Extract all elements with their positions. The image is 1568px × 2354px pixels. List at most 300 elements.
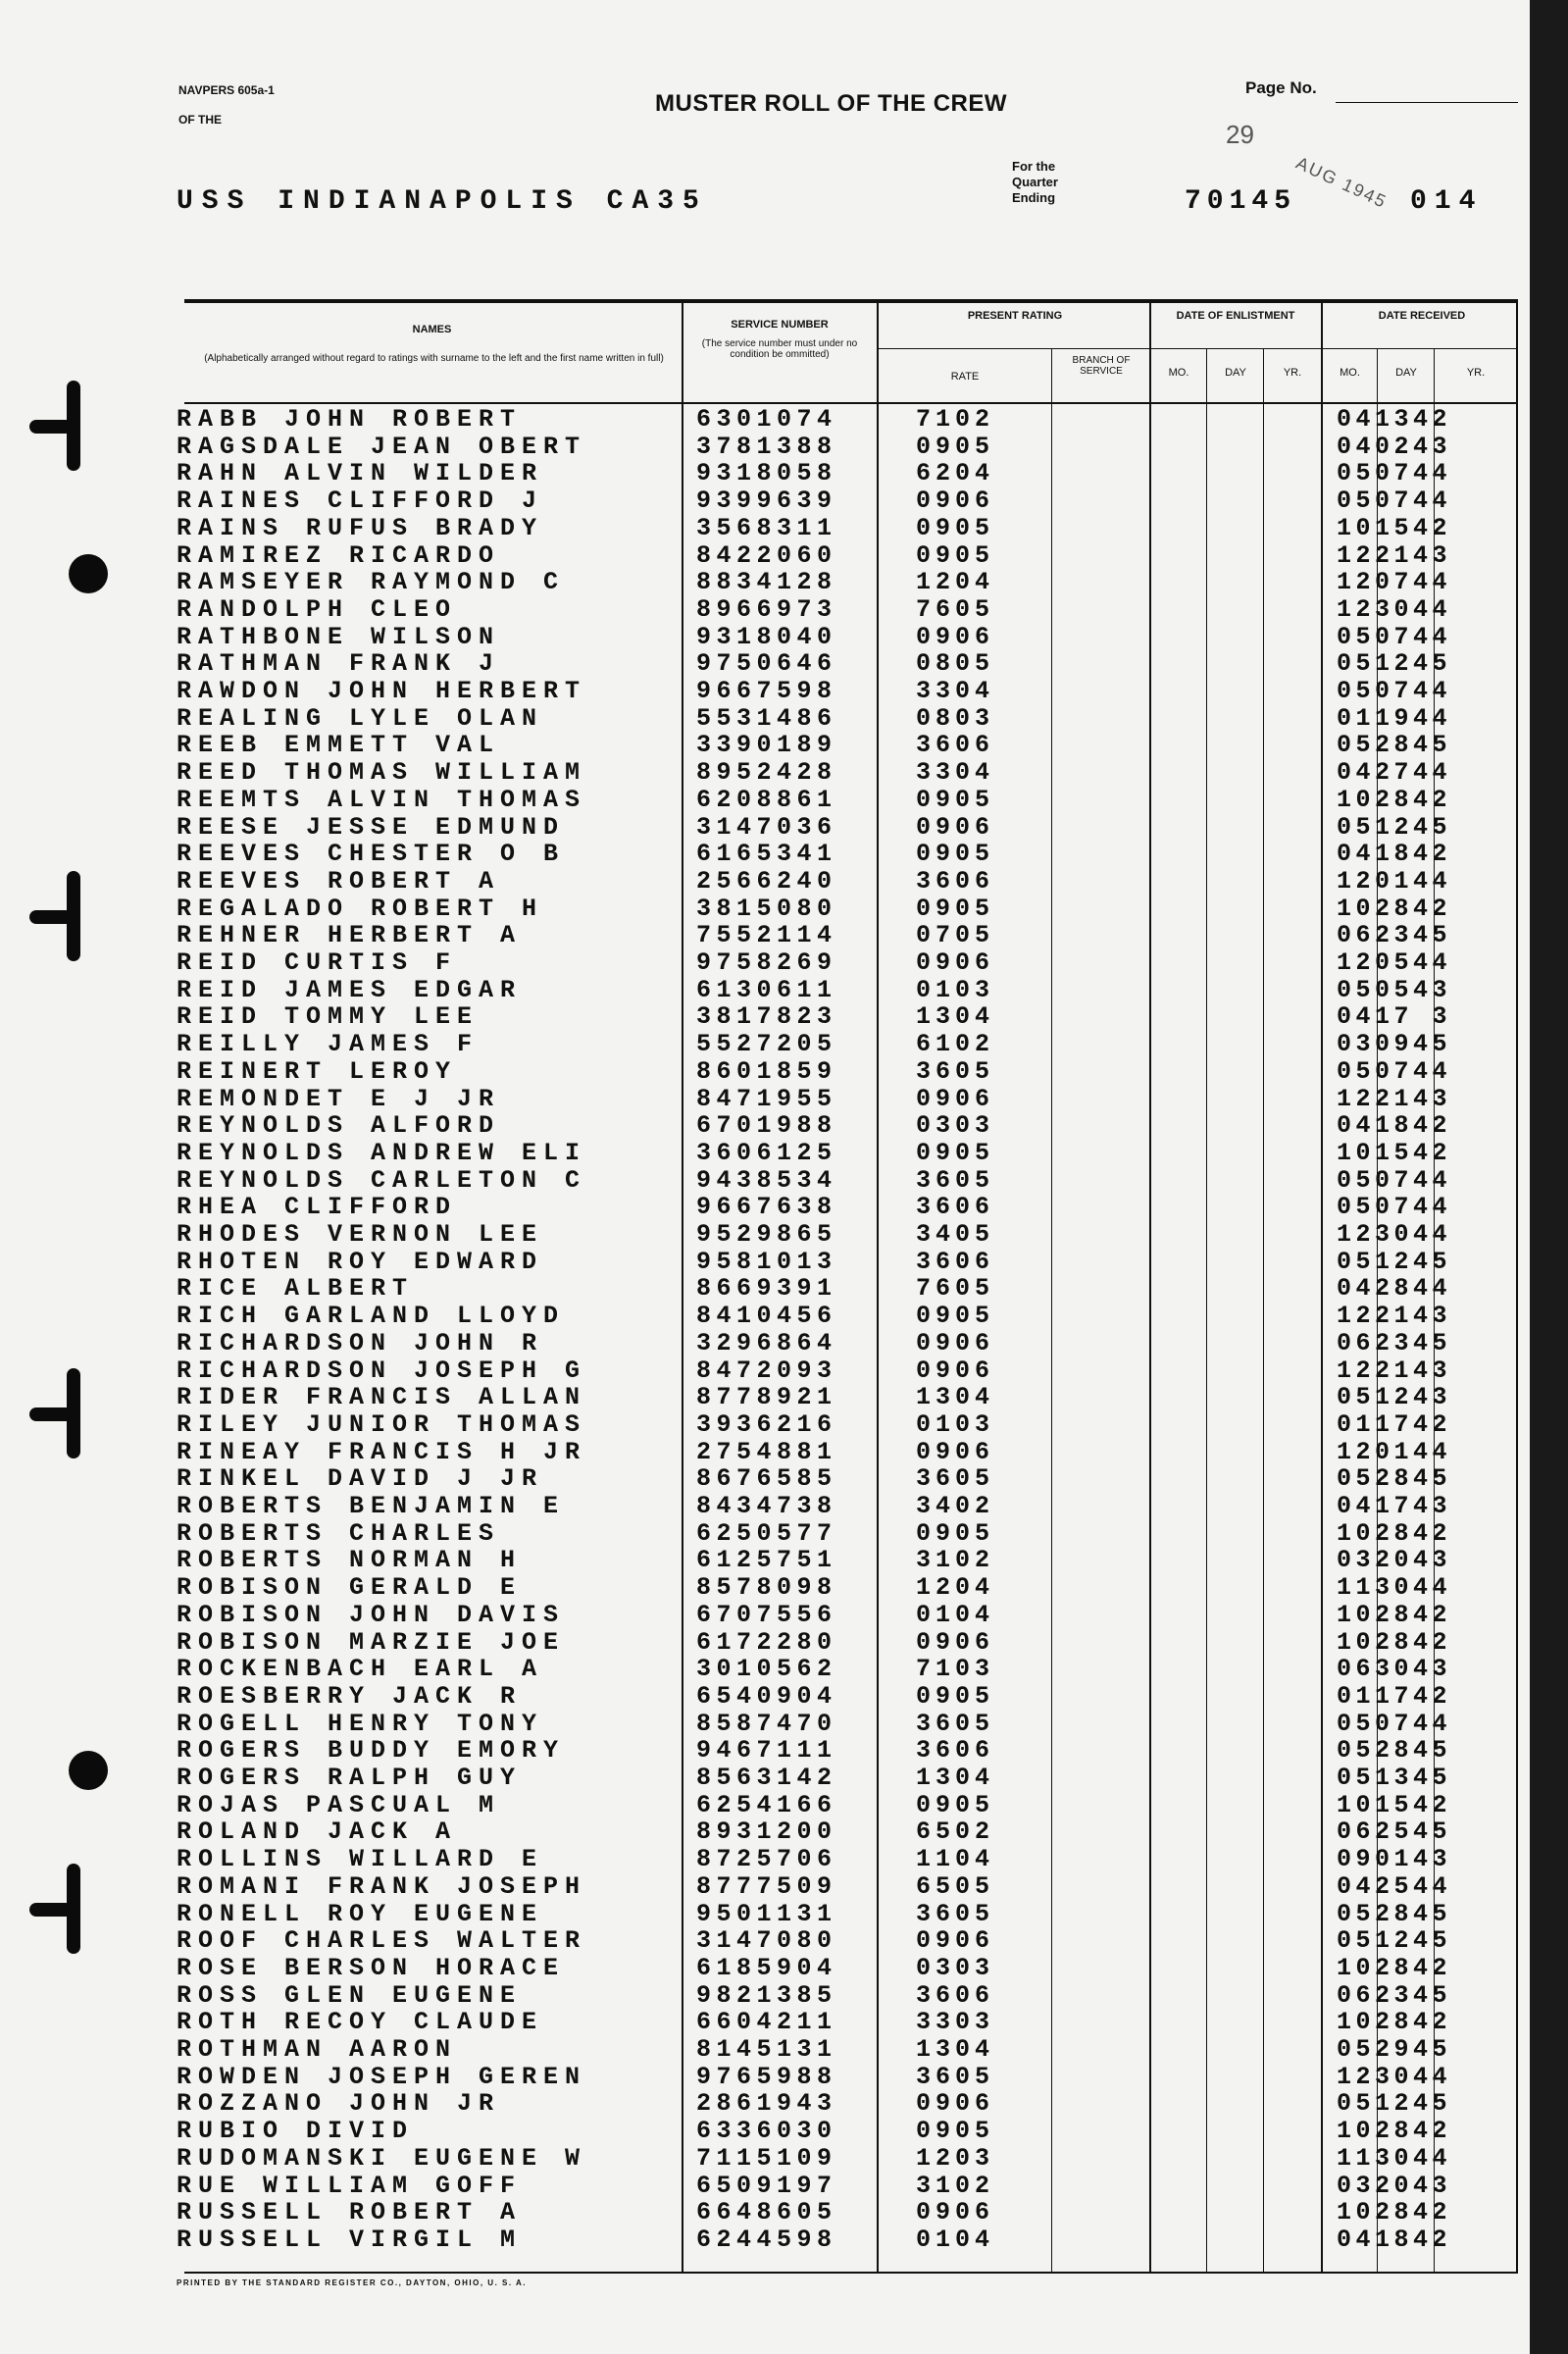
date-received: 050744	[1337, 677, 1452, 705]
crew-name: RATHMAN FRANK J	[177, 649, 501, 679]
crew-name: ROLLINS WILLARD E	[177, 1845, 544, 1874]
crew-name: ROBISON MARZIE JOE	[177, 1627, 566, 1657]
table-row	[177, 1927, 1520, 1955]
crew-name: REINERT LEROY	[177, 1056, 458, 1086]
rate: 0905	[916, 1518, 995, 1548]
table-row	[177, 542, 1520, 570]
service-number: 6509197	[696, 2171, 837, 2200]
date-received: 051345	[1337, 1764, 1452, 1792]
received-yr-header: YR.	[1466, 367, 1486, 379]
table-row	[177, 2145, 1520, 2173]
crew-name: RAMSEYER RAYMOND C	[177, 568, 566, 597]
date-received: 062345	[1337, 921, 1452, 950]
punch-hole	[69, 554, 108, 593]
service-number: 3390189	[696, 731, 837, 760]
date-received: 062545	[1337, 1817, 1452, 1847]
date-received: 041842	[1337, 840, 1452, 869]
table-row	[177, 1194, 1520, 1221]
table-row	[177, 1003, 1520, 1031]
table-row	[177, 624, 1520, 651]
service-number: 6165341	[696, 840, 837, 869]
table-row	[177, 1737, 1520, 1765]
table-row	[177, 759, 1520, 787]
branch-header: BRANCH OF SERVICE	[1072, 355, 1131, 377]
rate: 0906	[916, 1627, 995, 1657]
rate: 0905	[916, 513, 995, 542]
rate: 0905	[916, 840, 995, 869]
crew-name: ROBERTS BENJAMIN E	[177, 1492, 566, 1520]
service-number: 9667598	[696, 677, 837, 705]
rate: 0906	[916, 2198, 995, 2227]
crew-name: ROZZANO JOHN JR	[177, 2089, 501, 2119]
service-number: 8669391	[696, 1274, 837, 1304]
service-number: 9758269	[696, 948, 837, 977]
rate: 3304	[916, 677, 995, 705]
date-received: 050744	[1337, 486, 1452, 516]
crew-name: ROJAS PASCUAL M	[177, 1790, 501, 1819]
rate: 3606	[916, 731, 995, 760]
table-row	[177, 1846, 1520, 1873]
crew-name: REESE JESSE EDMUND	[177, 812, 566, 842]
crew-name: RHEA CLIFFORD	[177, 1193, 458, 1222]
form-number: NAVPERS 605a-1	[178, 83, 275, 97]
service-number: 6707556	[696, 1600, 837, 1629]
crew-name: RAINES CLIFFORD J	[177, 486, 544, 516]
date-received: 040243	[1337, 432, 1452, 461]
rate: 1204	[916, 1573, 995, 1603]
rate: 3606	[916, 866, 995, 896]
rate: 0906	[916, 622, 995, 651]
rate: 0303	[916, 1111, 995, 1141]
table-row	[177, 1465, 1520, 1493]
rate: 0805	[916, 649, 995, 679]
date-received: 050744	[1337, 459, 1452, 488]
rate: 7102	[916, 405, 995, 434]
rate: 1203	[916, 2143, 995, 2173]
service-number: 3606125	[696, 1138, 837, 1167]
date-received: 050744	[1337, 622, 1452, 651]
service-number: 6125751	[696, 1546, 837, 1575]
date-received: 030945	[1337, 1030, 1452, 1059]
table-row	[177, 896, 1520, 923]
table-row	[177, 1167, 1520, 1195]
rating-divider	[878, 348, 1150, 349]
header-bottom-rule	[184, 402, 1518, 404]
table-row	[177, 650, 1520, 678]
rate: 0906	[916, 1926, 995, 1956]
crew-name: RUBIO DIVID	[177, 2117, 415, 2146]
table-row	[177, 2009, 1520, 2036]
rate-header: RATE	[950, 371, 980, 383]
service-number: 8410456	[696, 1302, 837, 1331]
service-number: 8471955	[696, 1084, 837, 1113]
crew-name: REYNOLDS CARLETON C	[177, 1165, 587, 1195]
crew-name: RAGSDALE JEAN OBERT	[177, 432, 587, 461]
date-received: 052845	[1337, 1899, 1452, 1928]
of-the-label: OF THE	[178, 113, 222, 127]
rate: 3605	[916, 1165, 995, 1195]
date-received: 122143	[1337, 1084, 1452, 1113]
date-received: 011742	[1337, 1409, 1452, 1439]
date-received: 041842	[1337, 2225, 1452, 2254]
service-number: 3817823	[696, 1002, 837, 1032]
crew-name: ROGERS BUDDY EMORY	[177, 1736, 566, 1766]
crew-name: RIDER FRANCIS ALLAN	[177, 1383, 587, 1412]
date-received: 122143	[1337, 1356, 1452, 1385]
printer-footer: PRINTED BY THE STANDARD REGISTER CO., DAYTON, OHIO, U. S. A.	[177, 2278, 527, 2287]
date-received: 042844	[1337, 1274, 1452, 1304]
date-received: 090143	[1337, 1845, 1452, 1874]
crew-name: RHODES VERNON LEE	[177, 1220, 544, 1249]
punch-hole	[69, 1751, 108, 1790]
binder-tab	[29, 420, 73, 434]
rate: 3402	[916, 1492, 995, 1520]
date-received: 102842	[1337, 785, 1452, 814]
quarter-label: For the Quarter Ending	[1012, 159, 1058, 205]
quarter-ending-value: 70145	[1185, 186, 1297, 217]
table-row	[177, 1520, 1520, 1548]
table-row	[177, 515, 1520, 542]
rate: 3605	[916, 2062, 995, 2091]
date-received: 041842	[1337, 1111, 1452, 1141]
rate: 1304	[916, 1002, 995, 1032]
service-number: 3936216	[696, 1409, 837, 1439]
crew-name: REEMTS ALVIN THOMAS	[177, 785, 587, 814]
date-received: 101542	[1337, 1790, 1452, 1819]
binder-tab	[29, 1407, 73, 1421]
rate: 0906	[916, 486, 995, 516]
rate: 6102	[916, 1030, 995, 1059]
service-number: 7552114	[696, 921, 837, 950]
service-number: 9318040	[696, 622, 837, 651]
rate: 3102	[916, 1546, 995, 1575]
service-number: 3568311	[696, 513, 837, 542]
date-received: 032043	[1337, 1546, 1452, 1575]
date-received: 052845	[1337, 731, 1452, 760]
service-number: 9318058	[696, 459, 837, 488]
table-row	[177, 2064, 1520, 2091]
table-row	[177, 1140, 1520, 1167]
received-header: DATE RECEIVED	[1378, 310, 1466, 322]
crew-name: REID CURTIS F	[177, 948, 458, 977]
enlistment-mo-header: MO.	[1168, 367, 1189, 379]
crew-name: RUDOMANSKI EUGENE W	[177, 2143, 587, 2173]
rate: 0705	[916, 921, 995, 950]
date-received: 051245	[1337, 1926, 1452, 1956]
page-title: MUSTER ROLL OF THE CREW	[655, 90, 1008, 117]
table-row	[177, 1982, 1520, 2010]
service-number: 6701988	[696, 1111, 837, 1141]
table-row	[177, 1275, 1520, 1303]
table-row	[177, 596, 1520, 624]
date-received: 120144	[1337, 1437, 1452, 1466]
crew-name: RAHN ALVIN WILDER	[177, 459, 544, 488]
crew-name: RUSSELL VIRGIL M	[177, 2225, 523, 2254]
enlistment-header: DATE OF ENLISTMENT	[1176, 310, 1295, 322]
table-row	[177, 1711, 1520, 1738]
enlistment-yr-header: YR.	[1283, 367, 1302, 379]
crew-name: REED THOMAS WILLIAM	[177, 758, 587, 788]
crew-name: REMONDET E J JR	[177, 1084, 501, 1113]
rate: 7605	[916, 594, 995, 624]
crew-name: RINKEL DAVID J JR	[177, 1464, 544, 1494]
table-row	[177, 1031, 1520, 1058]
date-received: 102842	[1337, 1627, 1452, 1657]
received-divider	[1323, 348, 1518, 349]
date-received: 063043	[1337, 1655, 1452, 1684]
table-row	[177, 2090, 1520, 2118]
rate: 0905	[916, 1790, 995, 1819]
table-row	[177, 487, 1520, 515]
table-row	[177, 1818, 1520, 1846]
rate: 0906	[916, 812, 995, 842]
crew-name: RICHARDSON JOSEPH G	[177, 1356, 587, 1385]
table-row	[177, 569, 1520, 596]
names-header: NAMES	[412, 324, 452, 335]
service-number: 9501131	[696, 1899, 837, 1928]
crew-name: REYNOLDS ALFORD	[177, 1111, 501, 1141]
service-number: 8966973	[696, 594, 837, 624]
rate: 3303	[916, 2008, 995, 2037]
date-received: 041342	[1337, 405, 1452, 434]
crew-name: REID JAMES EDGAR	[177, 975, 523, 1004]
date-received: 011944	[1337, 703, 1452, 733]
date-received: 062345	[1337, 1980, 1452, 2010]
service-number: 9765988	[696, 2062, 837, 2091]
service-number: 7115109	[696, 2143, 837, 2173]
crew-name: ROOF CHARLES WALTER	[177, 1926, 587, 1956]
service-number: 9467111	[696, 1736, 837, 1766]
date-received: 101542	[1337, 513, 1452, 542]
rate: 0905	[916, 785, 995, 814]
crew-name: RUE WILLIAM GOFF	[177, 2171, 523, 2200]
service-number: 6540904	[696, 1681, 837, 1711]
rate: 0905	[916, 432, 995, 461]
table-row	[177, 678, 1520, 705]
crew-name: REYNOLDS ANDREW ELI	[177, 1138, 587, 1167]
table-row	[177, 2118, 1520, 2145]
crew-name: RABB JOHN ROBERT	[177, 405, 523, 434]
crew-name: RILEY JUNIOR THOMAS	[177, 1409, 587, 1439]
rate: 3605	[916, 1709, 995, 1738]
date-received: 042744	[1337, 758, 1452, 788]
rate: 0905	[916, 540, 995, 570]
rate: 3405	[916, 1220, 995, 1249]
service-number: 8422060	[696, 540, 837, 570]
date-received: 011742	[1337, 1681, 1452, 1711]
crew-name: RAMIREZ RICARDO	[177, 540, 501, 570]
date-received: 051245	[1337, 1247, 1452, 1276]
crew-name: RATHBONE WILSON	[177, 622, 501, 651]
crew-name: ROMANI FRANK JOSEPH	[177, 1871, 587, 1901]
date-received: 123044	[1337, 2062, 1452, 2091]
table-row	[177, 1873, 1520, 1901]
date-received: 122143	[1337, 540, 1452, 570]
rate: 0103	[916, 975, 995, 1004]
crew-name: REEVES CHESTER O B	[177, 840, 566, 869]
table-row	[177, 1955, 1520, 1982]
date-received: 052945	[1337, 2035, 1452, 2064]
service-number: 6130611	[696, 975, 837, 1004]
service-number: 2861943	[696, 2089, 837, 2119]
service-number: 8952428	[696, 758, 837, 788]
rate: 3606	[916, 1193, 995, 1222]
date-received: 051245	[1337, 812, 1452, 842]
date-received: 113044	[1337, 1573, 1452, 1603]
table-row	[177, 1765, 1520, 1792]
service-number: 3296864	[696, 1328, 837, 1357]
crew-name: RUSSELL ROBERT A	[177, 2198, 523, 2227]
crew-name: ROBISON GERALD E	[177, 1573, 523, 1603]
table-row	[177, 1901, 1520, 1928]
crew-name: RICE ALBERT	[177, 1274, 415, 1304]
enlistment-divider	[1151, 348, 1322, 349]
table-row	[177, 868, 1520, 896]
service-number: 6185904	[696, 1953, 837, 1982]
table-row	[177, 1411, 1520, 1439]
ship-name: USS INDIANAPOLIS CA35	[177, 186, 708, 217]
rate: 7605	[916, 1274, 995, 1304]
table-row	[177, 1086, 1520, 1113]
service-number: 6172280	[696, 1627, 837, 1657]
binder-tab	[29, 910, 73, 924]
rate: 0906	[916, 948, 995, 977]
rate: 6502	[916, 1817, 995, 1847]
date-received: 051243	[1337, 1383, 1452, 1412]
table-bottom-rule	[184, 2272, 1518, 2274]
crew-name: RANDOLPH CLEO	[177, 594, 458, 624]
table-row	[177, 1221, 1520, 1249]
service-number: 8777509	[696, 1871, 837, 1901]
page-no-label: Page No.	[1245, 78, 1317, 97]
page-no-line	[1336, 102, 1518, 103]
table-row	[177, 2226, 1520, 2254]
rate: 0303	[916, 1953, 995, 1982]
crew-name: REGALADO ROBERT H	[177, 894, 544, 923]
service-number: 9438534	[696, 1165, 837, 1195]
date-received: 052845	[1337, 1736, 1452, 1766]
crew-name: ROGERS RALPH GUY	[177, 1764, 523, 1792]
rate: 1304	[916, 1764, 995, 1792]
date-received: 120744	[1337, 568, 1452, 597]
service-number: 2566240	[696, 866, 837, 896]
service-number: 8725706	[696, 1845, 837, 1874]
stamp-day: 29	[1226, 120, 1254, 149]
received-stamp: AUG 1945	[1292, 152, 1391, 213]
crew-name: ROBERTS CHARLES	[177, 1518, 501, 1548]
rate: 3605	[916, 1056, 995, 1086]
table-top-rule	[184, 299, 1518, 303]
service-number: 6208861	[696, 785, 837, 814]
table-row	[177, 1439, 1520, 1466]
date-received: 050744	[1337, 1056, 1452, 1086]
rate: 0905	[916, 1681, 995, 1711]
rate: 0906	[916, 1437, 995, 1466]
date-received: 101542	[1337, 1138, 1452, 1167]
service-number: 6604211	[696, 2008, 837, 2037]
table-row	[177, 1602, 1520, 1629]
table-row	[177, 732, 1520, 759]
rate: 6505	[916, 1871, 995, 1901]
crew-name: ROBERTS NORMAN H	[177, 1546, 523, 1575]
table-row	[177, 1112, 1520, 1140]
date-received: 102842	[1337, 1953, 1452, 1982]
rate: 0906	[916, 2089, 995, 2119]
date-received: 102842	[1337, 1518, 1452, 1548]
service-number: 8778921	[696, 1383, 837, 1412]
date-received: 042544	[1337, 1871, 1452, 1901]
table-row	[177, 1249, 1520, 1276]
crew-name: REHNER HERBERT A	[177, 921, 523, 950]
date-received: 0417 3	[1337, 1002, 1452, 1032]
table-row	[177, 1574, 1520, 1602]
service-number: 3815080	[696, 894, 837, 923]
table-row	[177, 841, 1520, 868]
rate: 0104	[916, 2225, 995, 2254]
service-number: 8472093	[696, 1356, 837, 1385]
crew-name: RHOTEN ROY EDWARD	[177, 1247, 544, 1276]
crew-name: ROWDEN JOSEPH GEREN	[177, 2062, 587, 2091]
enlistment-day-header: DAY	[1225, 367, 1246, 379]
table-row	[177, 1683, 1520, 1711]
rate: 0103	[916, 1409, 995, 1439]
crew-name: ROESBERRY JACK R	[177, 1681, 523, 1711]
table-row	[177, 460, 1520, 487]
date-received: 050744	[1337, 1709, 1452, 1738]
date-received: 120144	[1337, 866, 1452, 896]
table-row	[177, 1384, 1520, 1411]
date-received: 123044	[1337, 594, 1452, 624]
table-row	[177, 1493, 1520, 1520]
service-number: 8563142	[696, 1764, 837, 1792]
date-received: 102842	[1337, 894, 1452, 923]
table-row	[177, 1303, 1520, 1330]
crew-name: REALING LYLE OLAN	[177, 703, 544, 733]
rate: 0905	[916, 1138, 995, 1167]
date-received: 052845	[1337, 1464, 1452, 1494]
service-number: 8578098	[696, 1573, 837, 1603]
service-number: 6336030	[696, 2117, 837, 2146]
service-number: 2754881	[696, 1437, 837, 1466]
table-row	[177, 1629, 1520, 1657]
rate: 7103	[916, 1655, 995, 1684]
rate: 0905	[916, 1302, 995, 1331]
service-number: 9821385	[696, 1980, 837, 2010]
crew-name: RONELL ROY EUGENE	[177, 1899, 544, 1928]
crew-name: ROTHMAN AARON	[177, 2035, 458, 2064]
names-header-note: (Alphabetically arranged without regard to ratings with surname to the left and the first name written in full)	[204, 353, 664, 364]
service-number: 9529865	[696, 1220, 837, 1249]
rate: 0104	[916, 1600, 995, 1629]
date-received: 102842	[1337, 2008, 1452, 2037]
crew-name: ROLAND JACK A	[177, 1817, 458, 1847]
rate: 0906	[916, 1328, 995, 1357]
service-number: 8931200	[696, 1817, 837, 1847]
service-number: 3010562	[696, 1655, 837, 1684]
received-mo-header: MO.	[1340, 367, 1360, 379]
rate: 0803	[916, 703, 995, 733]
service-number: 3147036	[696, 812, 837, 842]
binder-tab	[29, 1903, 73, 1917]
table-row	[177, 787, 1520, 814]
present-rating-header: PRESENT RATING	[967, 310, 1063, 322]
rate: 3606	[916, 1247, 995, 1276]
crew-name: ROSE BERSON HORACE	[177, 1953, 566, 1982]
rate: 0905	[916, 894, 995, 923]
table-row	[177, 1357, 1520, 1385]
rate: 3606	[916, 1980, 995, 2010]
rate: 3102	[916, 2171, 995, 2200]
